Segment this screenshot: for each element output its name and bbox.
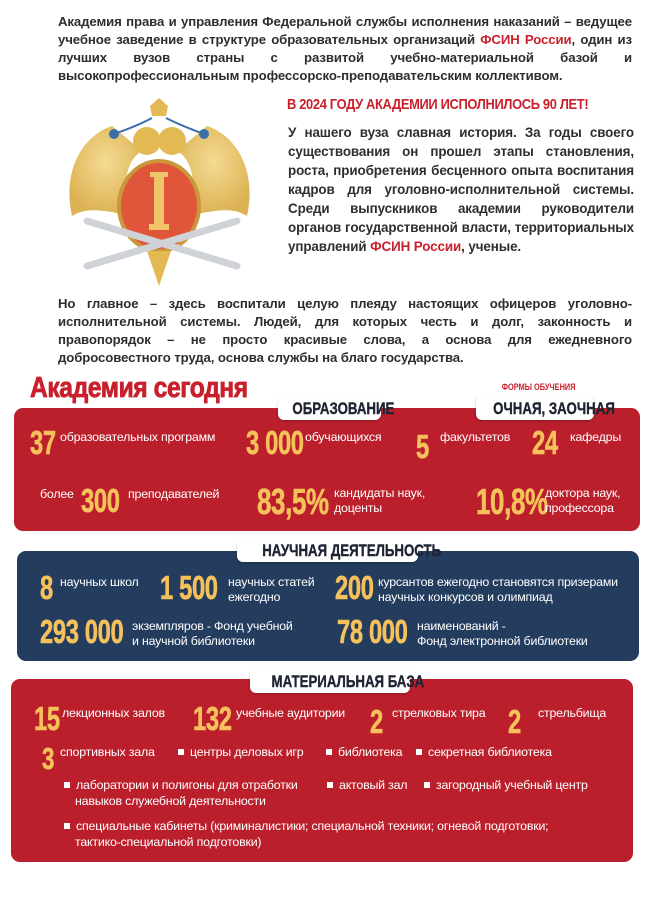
stat-label: Фонд электронной библиотеки bbox=[417, 634, 588, 648]
main-paragraph: Но главное – здесь воспитали целую плеяду настоящих офицеров уголовно-исполнительной системы. Людей, для которых честь и долг, законность и правопорядок – не просто красивые слова, а основа для ежедневного добросовестного труда, основа службы на благо государства. bbox=[58, 296, 632, 365]
stat-number: 2 bbox=[508, 703, 521, 740]
anniversary-title: В 2024 ГОДУ АКАДЕМИИ ИСПОЛНИЛОСЬ 90 ЛЕТ! bbox=[287, 96, 589, 113]
stat-number: 15 bbox=[34, 700, 60, 737]
stat-label: спортивных зала bbox=[60, 745, 155, 759]
bullet-item: секретная библиотека bbox=[416, 745, 552, 759]
history-text: У нашего вуза славная история. За годы своего существования он прошел этапы становления, роста, приобретения бесценного опыта воспитания кадров для уголовно-исполнительной системы. Среди выпускников академии руководители органов государственной власти, территориальных управлений bbox=[288, 125, 634, 254]
bullet-item-continuation: навыков служебной деятельности bbox=[75, 794, 266, 808]
stat-number: 8 bbox=[40, 569, 53, 606]
stat-number: 10,8% bbox=[476, 481, 548, 522]
history-text-end: , ученые. bbox=[461, 239, 522, 254]
education-tab: ОБРАЗОВАНИЕ bbox=[278, 398, 381, 420]
stat-label: учебные аудитории bbox=[236, 706, 346, 720]
bullet-item: загородный учебный центр bbox=[424, 778, 588, 792]
fsin-emblem-icon bbox=[52, 96, 267, 291]
bullet-icon bbox=[327, 782, 333, 788]
stat-label: факультетов bbox=[440, 430, 511, 444]
stat-number: 5 bbox=[416, 428, 429, 465]
intro-text-end: , один из лучших вузов страны с развитой учебно-материальной базой и высокопрофессиональным профессорско-преподавательским коллективом. bbox=[58, 32, 632, 83]
stat-number: 132 bbox=[193, 700, 232, 737]
stat-number: 37 bbox=[30, 424, 56, 461]
stat-label: доктора наук, bbox=[545, 486, 621, 500]
stat-label: экземпляров - Фонд учебной bbox=[132, 619, 293, 633]
stat-number: 200 bbox=[335, 569, 374, 606]
stat-label: преподавателей bbox=[128, 487, 220, 501]
stat-label: кандидаты наук, bbox=[334, 486, 426, 500]
stat-prefix: более bbox=[40, 487, 74, 501]
bullet-icon bbox=[326, 749, 332, 755]
intro-text: Академия права и управления Федеральной службы исполнения наказаний – ведущее учебное заведение в структуре образовательных организаций bbox=[58, 14, 632, 47]
bullet-icon bbox=[178, 749, 184, 755]
bullet-icon bbox=[64, 823, 70, 829]
stat-number: 1 500 bbox=[160, 569, 218, 606]
bullet-item-continuation: тактико-специальной подготовки) bbox=[75, 835, 262, 849]
stat-label: профессора bbox=[545, 501, 614, 515]
bullet-icon bbox=[416, 749, 422, 755]
bullet-item: центры деловых игр bbox=[178, 745, 303, 759]
stat-label: стрельбища bbox=[538, 706, 607, 720]
stat-label: курсантов ежегодно становятся призерами bbox=[378, 575, 618, 589]
fsin-highlight: ФСИН России bbox=[370, 239, 462, 254]
stat-number: 293 000 bbox=[40, 613, 124, 650]
intro-paragraph bbox=[58, 13, 632, 85]
bullet-item: библиотека bbox=[326, 745, 402, 759]
bullet-item: лаборатории и полигоны для отработки bbox=[64, 778, 298, 792]
stat-number: 3 000 bbox=[246, 424, 304, 461]
science-tab: НАУЧНАЯ ДЕЯТЕЛЬНОСТЬ bbox=[237, 540, 418, 562]
study-forms-label: ФОРМЫ ОБУЧЕНИЯ bbox=[501, 382, 576, 392]
stat-label: стрелковых тира bbox=[392, 706, 486, 720]
study-forms-value: ОЧНАЯ, ЗАОЧНАЯ bbox=[476, 395, 594, 420]
stat-label: научных конкурсов и олимпиад bbox=[378, 590, 553, 604]
bullet-item: актовый зал bbox=[327, 778, 407, 792]
stat-label: ежегодно bbox=[228, 590, 281, 604]
stat-number: 300 bbox=[81, 482, 120, 519]
stat-label: обучающихся bbox=[305, 430, 382, 444]
bullet-item: специальные кабинеты (криминалистики; специальной техники; огневой подготовки; bbox=[64, 819, 548, 833]
bullet-icon bbox=[424, 782, 430, 788]
fsin-highlight: ФСИН России bbox=[480, 32, 572, 47]
bullet-icon bbox=[64, 782, 70, 788]
stat-label: кафедры bbox=[570, 430, 622, 444]
stat-label: наименований - bbox=[417, 619, 506, 633]
stat-number: 24 bbox=[532, 424, 558, 461]
stat-number: 83,5% bbox=[257, 481, 329, 522]
stat-label: образовательных программ bbox=[60, 430, 216, 444]
stat-number: 2 bbox=[370, 703, 383, 740]
stat-label: научных школ bbox=[60, 575, 139, 589]
material-tab: МАТЕРИАЛЬНАЯ БАЗА bbox=[250, 670, 410, 693]
section-title: Академия сегодня bbox=[30, 372, 248, 404]
stat-label: и научной библиотеки bbox=[132, 634, 255, 648]
history-paragraph bbox=[288, 123, 634, 256]
stat-label: научных статей bbox=[228, 575, 315, 589]
stat-number: 3 bbox=[42, 741, 55, 776]
stat-number: 78 000 bbox=[337, 613, 408, 650]
stat-label: доценты bbox=[334, 501, 382, 515]
stat-label: лекционных залов bbox=[62, 706, 165, 720]
